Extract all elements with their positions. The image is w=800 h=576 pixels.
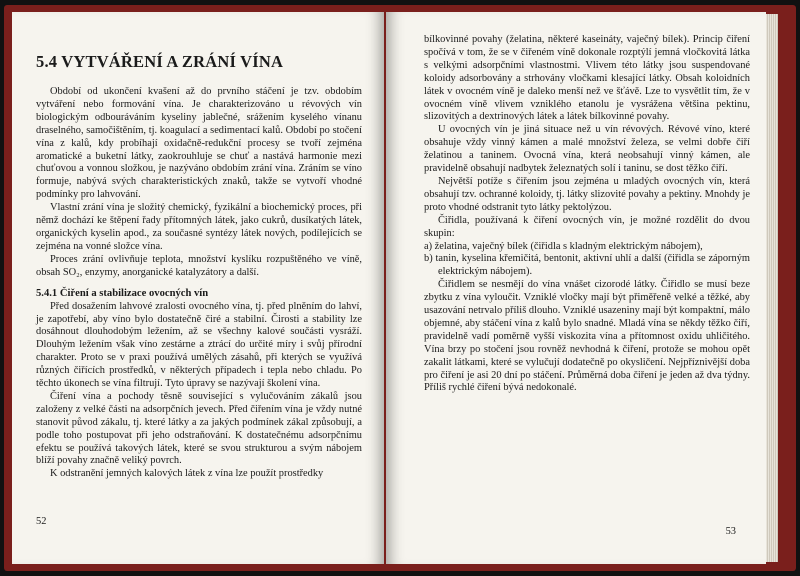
- section-title: 5.4 VYTVÁŘENÍ A ZRÁNÍ VÍNA: [36, 52, 284, 71]
- paragraph: Období od ukončení kvašení až do prvního stáčení je tzv. obdobím vytváření nebo formování vína. Je charakterizováno u révových vín biologickým odbouráváním kyseliny jablečné, srážením kyselého vínanu draselného, samočištěním, tj. koagulací a sedimentací kalů. Období po stočení vína z kalů, kdy probíhají oxidačně-redukční procesy se tvoří zejména aromatické a buketní látky, zaokrouhluje se chuť a nastává harmonie mezi chuťovou a vonnou složkou, je nazýváno obdobím zrání vína. Zráním se víno formuje, nabývá svých charakteristických znaků, takže se vytvoří vhodné podmínky pro lahvování.: [36, 86, 362, 201]
- paragraph: Vlastní zrání vína je složitý chemický, fyzikální a biochemický proces, při němž dochází ke štěpení řady přítomných látek, jako cukrů, dusíkatých látek, organických kyselin apod., za současné syntézy látek nových, podílejících se zejména na vonné složce vína.: [36, 202, 362, 252]
- paragraph: Čiřidlem se nesmějí do vína vnášet cizorodé látky. Čiřidlo se musí beze zbytku z vína vyloučit. Vzniklé vločky mají být přiměřeně velké a těžké, aby usazování netrvalo příliš dlouho. Vzniklé usazeniny mají být kompaktní, málo objemné, aby stáčení vína z kalů bylo snadné. Mladá vína se někdy těžko čiří, pravidelně vadí poměrně vyšší viskozita vína a přítomnost oxidu uhličitého. Vína brzy po stočení jsou rovněž nevhodná k čiření, protože se mohou opět zakalit látkami, které se vylučují dodatečně po okysličení. Nejpříznivější doba pro čiření je asi 20 dní po stáčení. Průměrná doba čiření je jeden až dva týdny. Příliš rychlé čiření bývá nedokonalé.: [424, 279, 750, 394]
- page-number-left: 52: [36, 516, 47, 527]
- page-edges: [766, 14, 778, 562]
- left-page: [12, 12, 384, 564]
- paragraph: Čiření vína a pochody těsně související s vylučováním zákalů jsou založeny z velké části na adsorpčních jevech. Před čiřením vína je vždy nutné stanovit původ zákalu, tj. které látky a za jakých podmínek zákal způsobují, a podle toho postupovat při jeho odstraňování. K dostatečnému adsorpčnímu efektu se používá takových látek, které se svou strukturou a svým nábojem blíží povahy značně veliký povrch.: [36, 390, 362, 467]
- paragraph: bílkovinné povahy (želatina, některé kaseináty, vaječný bílek). Princip čiření spočívá v tom, že se v čiřeném víně dokonale rozptýlí jemná vločkovitá látka s velkými adsorpčními vlastnostmi. Vlivem této látky jsou suspendované koloidy adsorbovány a strhovány vločkami klesající látky. Obsah koloidních látek v ovocném víně je daleko menší než ve šťávě. Lze to vysvětlit tím, že v ovocném víně vlivem vzniklého etanolu je vysrážena většina pektinu, slizovitých a dextrinových látek a látek bílkovinné povahy.: [424, 34, 750, 123]
- list-item: b) tanin, kyselina křemičitá, bentonit, aktivní uhlí a další (čiřidla se záporným elektrickým nábojem).: [424, 253, 750, 278]
- page-number-right: 53: [725, 526, 736, 537]
- paragraph: K odstranění jemných kalových látek z vína lze použít prostředky: [50, 468, 324, 480]
- subsection-title: 5.4.1 Čiření a stabilizace ovocných vín: [36, 287, 209, 299]
- paragraph: Čiřidla, používaná k čiření ovocných vín, je možné rozdělit do dvou skupin:: [424, 214, 750, 239]
- list-item: a) želatina, vaječný bílek (čiřidla s kladným elektrickým nábojem),: [424, 240, 703, 252]
- paragraph: U ovocných vín je jiná situace než u vín révových. Révové víno, které obsahuje vždy vinný kámen a malé množství železa, se velmi dobře čiří želatinou a taninem. Ovocná vína, která neobsahují vinný kámen, ale pravidelně obsahují nadbytek železnatých solí i taninu, se dost těžko čiří.: [424, 124, 750, 175]
- paragraph: Největší potíže s čiřením jsou zejména u mladých ovocných vín, která obsahují tzv. ochranné koloidy, tj. látky slizovité povahy a pektiny. Mnohdy je proto vhodné odstranit tyto látky pektolýzou.: [424, 175, 750, 213]
- right-page: [386, 12, 766, 564]
- paragraph: Proces zrání ovlivňuje teplota, množství kyslíku rozpuštěného ve víně, obsah SO₂, enzymy, anorganické katalyzátory a další.: [36, 253, 362, 278]
- right-page-content: [424, 34, 750, 395]
- clarifier-list: [424, 241, 750, 280]
- paragraph: Před dosažením lahvové zralosti ovocného vína, tj. před plněním do lahví, je zapotřebí, aby víno bylo dostatečně čiré a stabilní. Čirosti a stability lze dosáhnout dlouhodobým ležením, až se všechny kalové součásti vysráží. Dlouhým ležením však víno zestárne a ztrácí do určité míry i svůj přírodní charakter. Proto se v praxi používá umělých zásahů, při kterých se využívá různých čiřících prostředků, v některých případech i tepla nebo chladu. Po těchto úkonech se vína filtrují. Tyto úpravy se nazývají školení vína.: [36, 300, 362, 390]
- left-page-content: [36, 52, 362, 481]
